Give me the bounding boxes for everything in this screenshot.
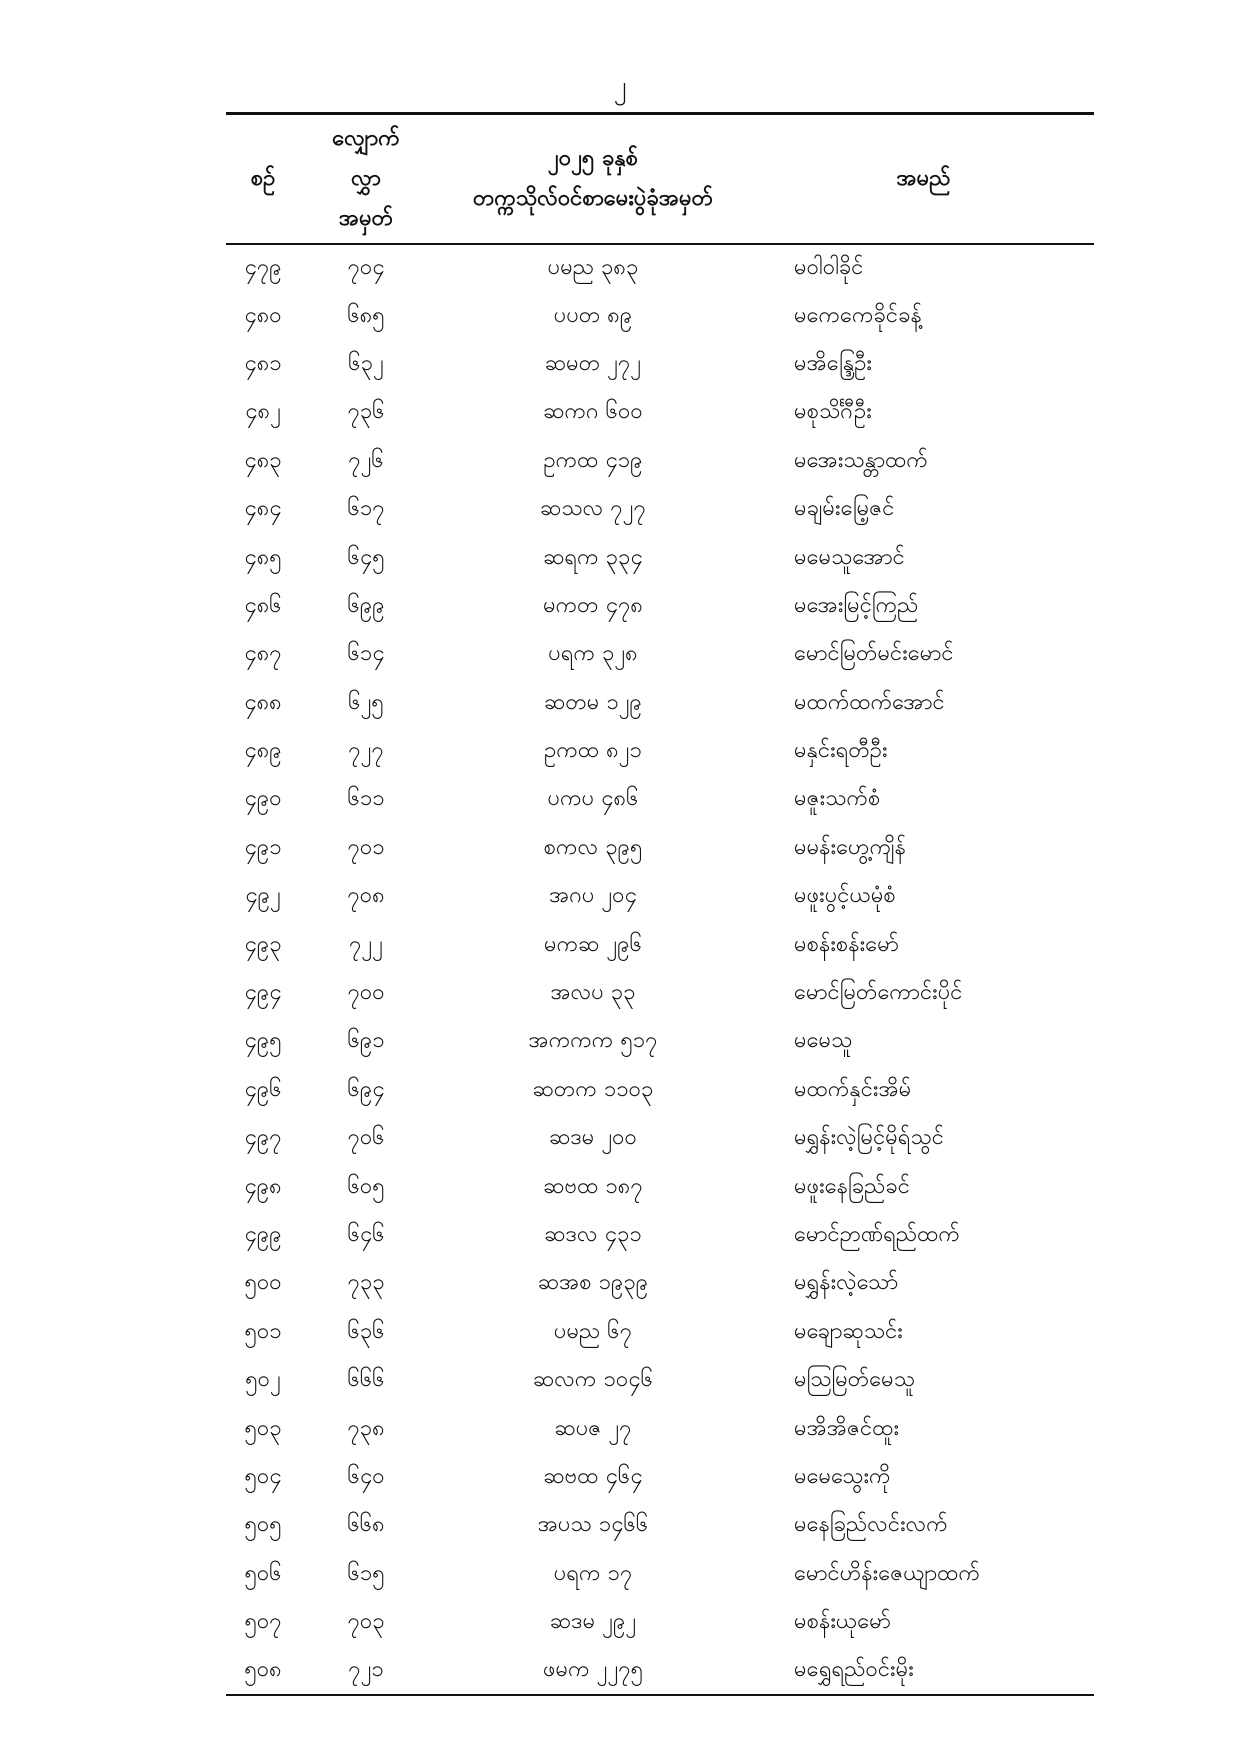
cell-exam-seat-no: ပမည ၃၈၃ [547,254,639,280]
table-row [226,727,1094,775]
cell-name: မဖူးနေခြည်ခင် [794,1173,910,1199]
table-row [226,969,1094,1017]
cell-name: မဇူးသက်စံ [794,786,881,812]
table-row [226,389,1094,437]
cell-serial-no: ၄၈၅ [244,544,282,570]
table-body [226,244,1094,1696]
table-row [226,679,1094,727]
cell-application-no: ၇၃၆ [347,399,385,425]
cell-name: မောင်ဉာဏ်ရည်ထက် [794,1222,960,1247]
cell-application-no: ၆၉၁ [347,1028,385,1054]
cell-serial-no: ၄၈၁ [244,350,282,376]
cell-exam-seat-no: အဂပ ၂၀၄ [549,883,637,909]
cell-exam-seat-no: စကလ ၃၉၅ [543,834,643,860]
table-row [226,244,1094,292]
cell-exam-seat-no: ဖမက ၂၂၇၅ [542,1657,644,1683]
table-row [226,1502,1094,1550]
cell-exam-seat-no: ပရက ၁၇ [553,1560,633,1586]
cell-serial-no: ၅၀၀ [244,1270,282,1296]
cell-name: မစန်းယုမော် [794,1609,891,1635]
cell-exam-seat-no: ဆလက ၁၀၄၆ [533,1367,653,1393]
cell-name: မမေသူ [794,1028,853,1054]
cell-serial-no: ၄၉၁ [244,834,282,860]
cell-exam-seat-no: ဆတက ၁၁၀၃ [532,1076,654,1102]
cell-exam-seat-no: ဆတမ ၁၂၉ [544,689,642,715]
table-header [226,114,1094,244]
cell-exam-seat-no: ဆဒမ ၂၀၀ [549,1125,637,1151]
cell-serial-no: ၄၉၉ [244,1222,282,1247]
cell-name: မနှင်းရတီဦး [794,738,888,764]
cell-application-no: ၆၄၀ [347,1463,385,1489]
cell-exam-seat-no: ဆဒမ ၂၉၂ [549,1609,637,1635]
cell-exam-seat-no: ဆသလ ၇၂၇ [540,496,646,522]
cell-application-no: ၇၀၁ [347,834,385,860]
cell-name: မမန်းဟွေ့ကျိန် [794,834,906,860]
table-row [226,534,1094,582]
cell-exam-seat-no: ဥကထ ၄၁၉ [543,447,643,473]
cell-name: မောင်ဟိန်းဇေယျာထက် [794,1560,980,1586]
cell-serial-no: ၄၉၇ [244,1125,282,1151]
cell-application-no: ၇၀၃ [347,1609,385,1635]
cell-name: မချောဆုသင်း [794,1318,903,1344]
cell-exam-seat-no: ဥကထ ၈၂၁ [544,738,642,764]
cell-exam-seat-no: ပမည ၆၇ [553,1318,633,1344]
cell-exam-seat-no: ပပတ ၈၉ [553,302,633,328]
header-exam-seat-no: ၂၀၂၅ ခုနှစ် တက္ကသိုလ်ဝင်စာမေးပွဲခုံအမှတ် [472,146,714,211]
cell-application-no: ၆၆၆ [347,1367,385,1393]
cell-application-no: ၆၁၇ [347,496,385,522]
cell-exam-seat-no: ဆပဇ ၂၇ [554,1415,632,1441]
table-row [226,1018,1094,1066]
results-table-container [226,112,1094,1696]
cell-application-no: ၇၃၃ [347,1270,385,1296]
cell-name: မစုသိင်္ဂီဦး [794,399,872,425]
cell-application-no: ၆၄၆ [347,1222,385,1247]
cell-serial-no: ၄၈၃ [244,447,282,473]
header-name: အမည် [896,165,951,191]
cell-name: မနေခြည်လင်းလက် [794,1512,948,1538]
cell-application-no: ၇၀၄ [347,254,385,280]
table-row [226,1550,1094,1598]
cell-exam-seat-no: အပသ ၁၄၆၆ [537,1512,649,1538]
cell-name: မမေသွေးကို [794,1463,891,1489]
cell-name: မကေကေခိုင်ခန့် [794,302,922,328]
cell-name: မအိအိဇင်ထူး [794,1415,900,1441]
cell-exam-seat-no: ဆရက ၃၃၄ [543,544,643,570]
cell-name: မောင်မြတ်ကောင်းပိုင် [794,980,963,1006]
cell-exam-seat-no: ပကပ ၄၈၆ [547,786,639,812]
cell-name: မချမ်းမြေ့ဇင် [794,496,895,522]
cell-serial-no: ၄၉၅ [244,1028,282,1054]
cell-serial-no: ၄၈၂ [245,399,281,425]
cell-name: မရွှန်းလဲ့မြင့်မိုရ်သွင် [794,1125,944,1151]
cell-serial-no: ၄၉၈ [244,1173,282,1199]
cell-application-no: ၇၂၇ [348,738,384,764]
cell-name: မရွှန်းလဲ့သော် [794,1270,899,1296]
cell-name: မထက်နှင်းအိမ် [794,1076,912,1102]
cell-serial-no: ၅၀၂ [245,1367,281,1393]
cell-exam-seat-no: ဆဗထ ၄၆၄ [543,1463,643,1489]
table-row [226,1647,1094,1695]
cell-name: မစန်းစန်းမော် [794,931,899,957]
cell-application-no: ၇၃၈ [347,1415,385,1441]
cell-application-no: ၆၈၅ [347,302,385,328]
table-row [226,1308,1094,1356]
table-row [226,1356,1094,1404]
table-row [226,1115,1094,1163]
cell-exam-seat-no: ဆဗထ ၁၈၇ [543,1173,643,1199]
page-number: ၂ [613,71,627,101]
cell-application-no: ၆၀၅ [347,1173,385,1199]
table-row [226,873,1094,921]
cell-application-no: ၇၂၂ [349,931,383,957]
cell-exam-seat-no: ပရက ၃၂၈ [548,641,638,667]
cell-serial-no: ၄၉၀ [244,786,282,812]
cell-serial-no: ၄၈၀ [244,302,282,328]
table-row [226,485,1094,533]
table-row [226,631,1094,679]
cell-exam-seat-no: အကကက ၅၁၇ [528,1028,658,1054]
cell-serial-no: ၄၈၉ [244,738,282,764]
results-table [226,112,1094,1696]
table-row [226,776,1094,824]
cell-name: မထက်ထက်အောင် [794,689,945,715]
cell-serial-no: ၅၀၃ [244,1415,282,1441]
table-row [226,1453,1094,1501]
table-row [226,824,1094,872]
cell-exam-seat-no: အလပ ၃၃ [550,980,636,1006]
cell-serial-no: ၄၉၃ [244,931,282,957]
cell-application-no: ၇၂၆ [348,447,384,473]
cell-application-no: ၆၆၈ [347,1512,385,1538]
cell-exam-seat-no: ဆဒလ ၄၃၁ [544,1222,642,1247]
cell-serial-no: ၄၉၆ [244,1076,282,1102]
cell-application-no: ၇၀၈ [347,883,385,909]
cell-application-no: ၆၄၅ [347,544,385,570]
cell-name: မဝါဝါခိုင် [794,254,864,280]
cell-exam-seat-no: မကဆ ၂၉၆ [544,931,642,957]
cell-name: မမေသူအောင် [794,544,905,570]
cell-serial-no: ၄၉၄ [244,980,282,1006]
cell-serial-no: ၄၈၄ [244,496,282,522]
cell-name: မအိန္ဒြေဦး [794,350,872,376]
cell-serial-no: ၅၀၈ [244,1657,282,1683]
cell-serial-no: ၅၀၁ [244,1318,282,1344]
cell-application-no: ၇၀၆ [347,1125,385,1151]
table-row [226,1598,1094,1646]
cell-exam-seat-no: မကတ ၄၇၈ [543,592,643,618]
cell-application-no: ၆၁၁ [347,786,385,812]
cell-serial-no: ၄၈၈ [244,689,282,715]
cell-exam-seat-no: ဆမတ ၂၇၂ [544,350,642,376]
cell-application-no: ၆၁၅ [347,1560,385,1586]
cell-application-no: ၆၉၉ [347,592,385,618]
table-row [226,292,1094,340]
table-row [226,1163,1094,1211]
cell-application-no: ၆၉၄ [347,1076,385,1102]
cell-application-no: ၇၂၁ [348,1657,384,1683]
cell-application-no: ၆၁၄ [347,641,385,667]
cell-name: မအေးမြင့်ကြည် [794,592,919,618]
table-row [226,1260,1094,1308]
cell-name: မသြမြတ်မေသူ [794,1367,915,1393]
table-row [226,437,1094,485]
cell-serial-no: ၅၀၄ [244,1463,282,1489]
cell-name: မအေးသန္တာထက် [794,447,928,473]
cell-serial-no: ၅၀၅ [244,1512,282,1538]
cell-serial-no: ၄၈၇ [244,641,282,667]
cell-serial-no: ၄၈၆ [244,592,282,618]
cell-application-no: ၆၃၆ [347,1318,385,1344]
cell-name: မဖူးပွင့်ယမုံစံ [794,883,896,909]
table-row [226,921,1094,969]
header-row [226,114,1094,244]
table-row [226,1405,1094,1453]
table-row [226,1211,1094,1259]
table-row [226,1066,1094,1114]
cell-application-no: ၆၂၅ [348,689,384,715]
cell-exam-seat-no: ဆအစ ၁၉၃၉ [537,1270,649,1296]
header-serial-no: စဉ် [250,165,276,191]
header-application-no: လျှောက် လွှာ အမှတ် [332,126,400,231]
cell-application-no: ၇၀၀ [347,980,385,1006]
cell-serial-no: ၄၉၂ [245,883,281,909]
cell-serial-no: ၅၀၇ [244,1609,282,1635]
cell-exam-seat-no: ဆကဂ ၆၀၀ [543,399,643,425]
cell-name: မရွှေရည်ဝင်းမိုး [794,1657,914,1683]
cell-name: မောင်မြတ်မင်းမောင် [794,641,954,667]
table-row [226,582,1094,630]
cell-application-no: ၆၃၂ [348,350,384,376]
cell-serial-no: ၅၀၆ [244,1560,282,1586]
cell-serial-no: ၄၇၉ [244,254,282,280]
table-row [226,340,1094,388]
